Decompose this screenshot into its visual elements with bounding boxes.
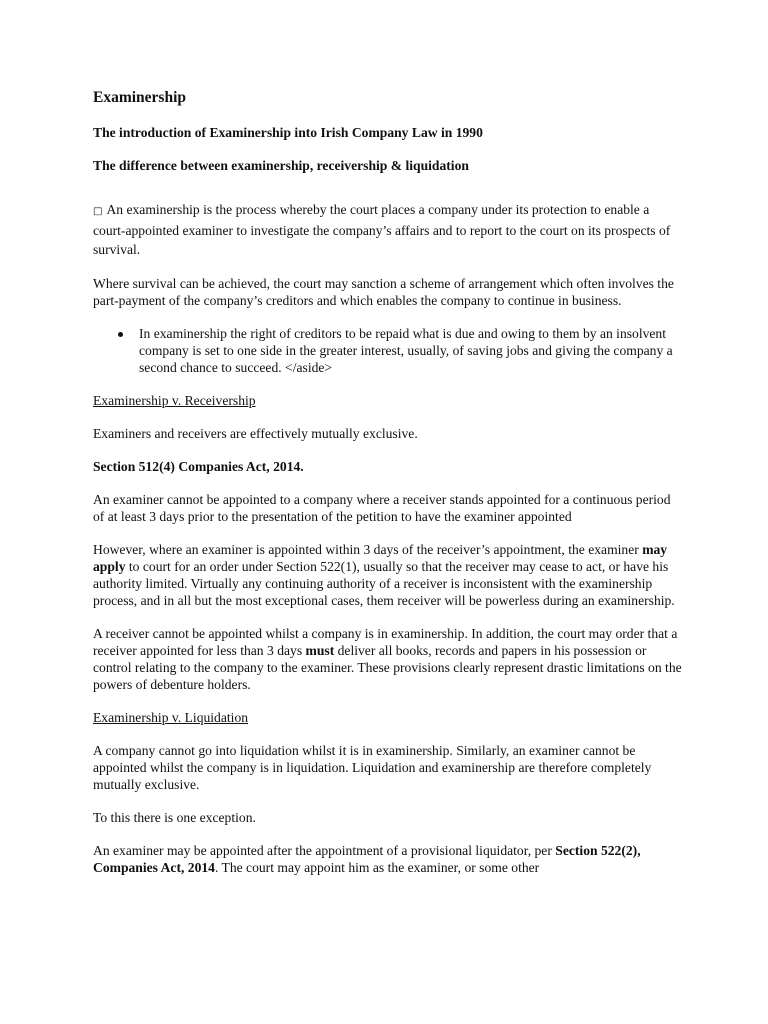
heading-receivership: Examinership v. Receivership (93, 393, 256, 408)
subtitle-difference: The difference between examinership, receivership & liquidation (93, 158, 469, 173)
bullet-list (93, 325, 683, 376)
exception-paragraph: To this there is one exception. (93, 810, 256, 825)
receiver-bold-text: must (305, 643, 335, 658)
receiver-text-start: A receiver cannot be appointed whilst a company is in examinership. In addition, the court may order that a receiver appointed for less than 3 days (93, 626, 678, 658)
subtitle-introduction: The introduction of Examinership into Irish Company Law in 1990 (93, 125, 483, 140)
document-body (93, 88, 683, 892)
provisional-paragraph (93, 842, 683, 876)
bullet-item: In examinership the right of creditors to be repaid what is due and owing to them by an insolvent company is set to one side in the greater interest, usually, of saving jobs and giving the company a second chance to succeed. </aside> (139, 325, 683, 376)
exclusive-paragraph: Examiners and receivers are effectively mutually exclusive. (93, 426, 418, 441)
intro-text: An examinership is the process whereby the court places a company under its protection to enable a court-appointed examiner to investigate the company’s affairs and to report to the court on its prospects of survival. (93, 202, 671, 257)
survival-paragraph: Where survival can be achieved, the court may sanction a scheme of arrangement which often involves the part-payment of the company’s creditors and which enables the company to continue in business. (93, 276, 674, 308)
heading-liquidation: Examinership v. Liquidation (93, 710, 249, 725)
however-bold-text: may apply (93, 542, 668, 574)
provisional-bold-text: Section 522(2), Companies Act, 2014 (93, 843, 641, 875)
provisional-text-start: An examiner may be appointed after the appointment of a provisional liquidator, per (93, 843, 556, 858)
however-text-end: to court for an order under Section 522(1), usually so that the receiver may cease to act, or have his authority limited. Virtually any continuing authority of a receiver is inconsistent with the examinership process, and in all but the most exceptional cases, them receiver will be powerless during an examinership. (93, 559, 675, 608)
receiver-paragraph (93, 625, 683, 693)
heading-section-512: Section 512(4) Companies Act, 2014. (93, 459, 304, 474)
document-title: Examinership (93, 89, 187, 106)
however-paragraph (93, 541, 683, 609)
liquidation-paragraph: A company cannot go into liquidation whilst it is in examinership. Similarly, an examiner cannot be appointed whilst the company is in liquidation. Liquidation and examinership are therefore completely mutually exclusive. (93, 743, 652, 792)
provisional-text-end: . The court may appoint him as the examiner, or some other (214, 860, 540, 875)
intro-paragraph (93, 200, 683, 259)
missing-glyph-icon: □ (93, 206, 103, 217)
receiver-text-end: deliver all books, records and papers in his possession or control relating to the company to the examiner. These provisions clearly represent drastic limitations on the powers of debenture holders. (93, 643, 682, 692)
cannot-appoint-paragraph: An examiner cannot be appointed to a company where a receiver stands appointed for a continuous period of at least 3 days prior to the presentation of the petition to have the examiner appointed (93, 492, 671, 524)
however-text-start: However, where an examiner is appointed within 3 days of the receiver’s appointment, the examiner (93, 542, 643, 557)
